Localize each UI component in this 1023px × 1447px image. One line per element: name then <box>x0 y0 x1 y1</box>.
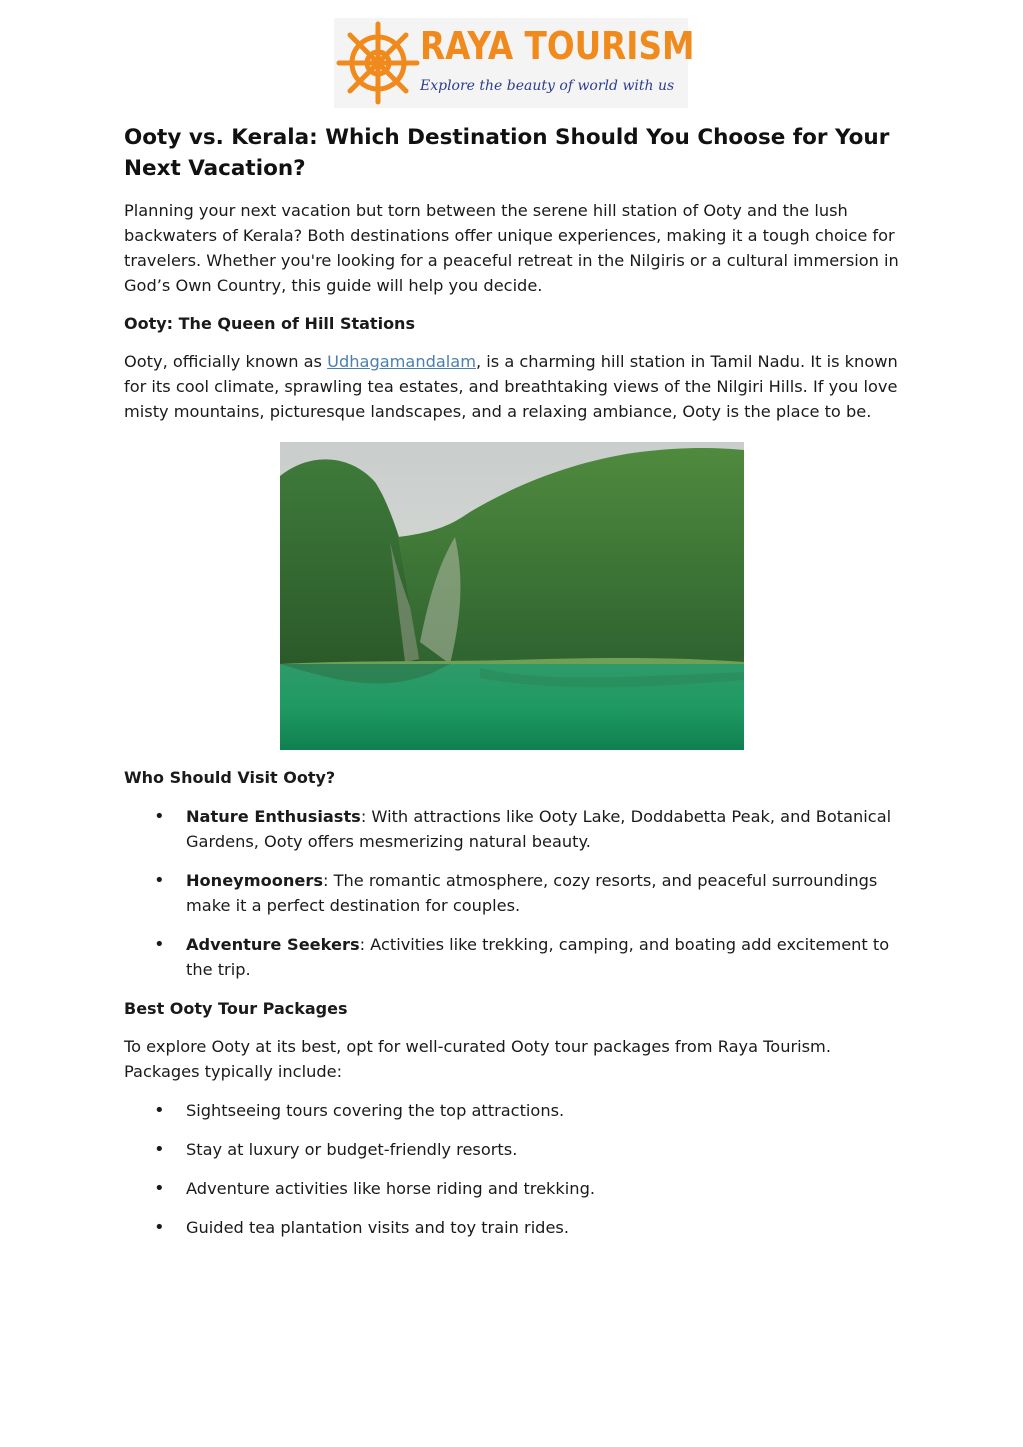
intro-paragraph: Planning your next vacation but torn between the serene hill station of Ooty and the lush backwaters of Kerala? Both destinations offer unique experiences, making it a tough choice for travelers. Whether you're looking for a peaceful retreat in the Nilgiris or a cultural immersion in God’s Own Country, this guide will help you decide. <box>124 201 899 295</box>
article-title: Ooty vs. Kerala: Which Destination Should You Choose for Your Next Vacation? <box>124 125 890 181</box>
list-item <box>124 932 904 982</box>
list-item: • Guided tea plantation visits and toy train rides. <box>124 1215 904 1240</box>
article-top <box>124 122 904 424</box>
ship-wheel-icon <box>336 20 420 106</box>
list-item <box>124 868 904 918</box>
list-item-text: : With attractions like Ooty Lake, Doddabetta Peak, and Botanical Gardens, Ooty offers mesmerizing natural beauty. <box>186 807 892 851</box>
ooty-text-before: Ooty, officially known as <box>124 352 328 371</box>
logo-title: RAYA TOURISM <box>420 24 695 68</box>
list-item-label: Nature Enthusiasts <box>186 807 361 826</box>
packages-list <box>124 1098 904 1240</box>
list-item <box>124 804 904 854</box>
list-item-text: : Activities like trekking, camping, and boating add excitement to the trip. <box>186 935 890 979</box>
list-item: • Adventure activities like horse riding and trekking. <box>124 1176 904 1201</box>
ooty-lake-photo <box>280 442 744 750</box>
brand-logo <box>334 18 695 108</box>
ooty-paragraph <box>124 349 904 424</box>
packages-paragraph: To explore Ooty at its best, opt for well-curated Ooty tour packages from Raya Tourism. Packages typically include: <box>124 1037 831 1081</box>
list-item-text: : The romantic atmosphere, cozy resorts, and peaceful surroundings make it a perfect destination for couples. <box>186 871 878 915</box>
ooty-text-after: , is a charming hill station in Tamil Nadu. It is known for its cool climate, sprawling tea estates, and breathtaking views of the Nilgiri Hills. If you love misty mountains, picturesque landscapes, and a relaxing ambiance, Ooty is the place to be. <box>124 352 898 421</box>
udhagamandalam-link[interactable]: Udhagamandalam <box>327 352 476 371</box>
logo-tagline: Explore the beauty of world with us <box>420 78 675 94</box>
article-bottom <box>124 765 904 1254</box>
who-should-visit-list <box>124 804 904 982</box>
list-item: • Stay at luxury or budget-friendly resorts. <box>124 1137 904 1162</box>
section-heading-ooty: Ooty: The Queen of Hill Stations <box>124 314 415 333</box>
packages-heading: Best Ooty Tour Packages <box>124 999 348 1018</box>
who-should-visit-heading: Who Should Visit Ooty? <box>124 768 336 787</box>
list-item-label: Adventure Seekers <box>186 935 360 954</box>
list-item-label: Honeymooners <box>186 871 323 890</box>
list-item: • Sightseeing tours covering the top attractions. <box>124 1098 904 1123</box>
